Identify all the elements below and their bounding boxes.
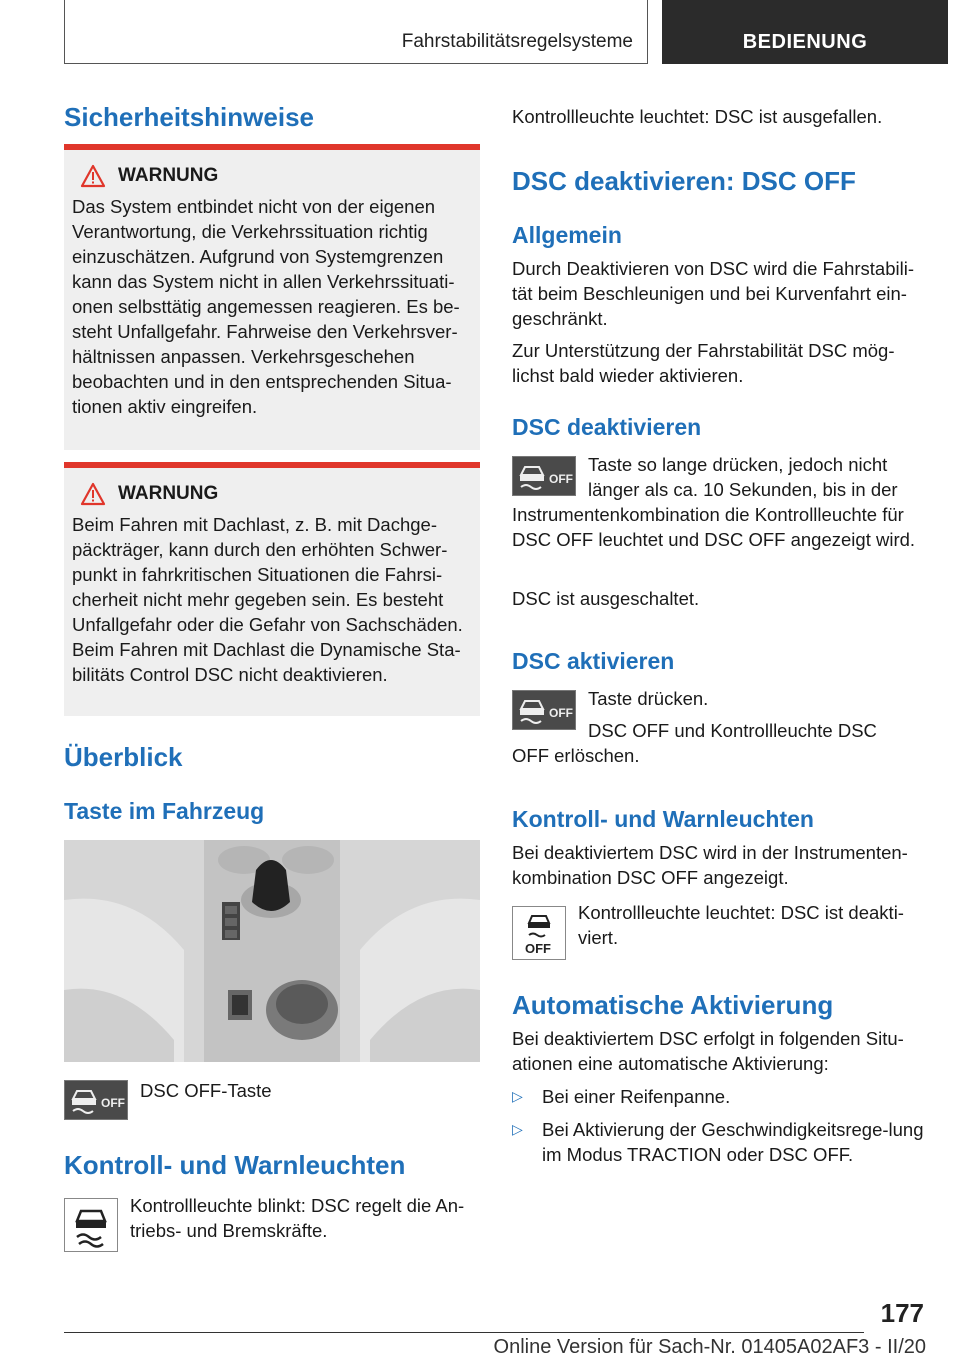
activate-paragraph-2b: OFF erlöschen. xyxy=(512,745,640,766)
lights-heading-right: Kontroll- und Warnleuchten xyxy=(512,806,814,832)
dsc-off-lamp-icon xyxy=(512,906,566,960)
bullet-marker-icon: ▷ xyxy=(512,1121,523,1137)
svg-text:OFF: OFF xyxy=(549,472,573,486)
general-paragraph-1: Durch Deaktivieren von DSC wird die Fahrstabili-tät beim Beschleunigen und bei Kurvenfahrt ein-geschränkt. xyxy=(512,258,915,329)
section-title: Fahrstabilitätsregelsysteme xyxy=(401,31,633,52)
warning-box-2 xyxy=(64,462,480,716)
dsc-warning-light-icon xyxy=(65,1199,117,1251)
deactivate-paragraph-2: DSC ist ausgeschaltet. xyxy=(512,588,700,609)
warning-triangle-icon xyxy=(80,164,106,188)
lights-paragraph-1: Bei deaktiviertem DSC wird in der Instrumenten-kombination DSC OFF angezeigt. xyxy=(512,842,908,888)
running-header-chapter xyxy=(662,0,948,64)
chapter-title: BEDIENUNG xyxy=(742,31,868,53)
auto-activation-heading: Automatische Aktivierung xyxy=(512,990,834,1020)
bullet-marker-icon: ▷ xyxy=(512,1088,523,1104)
activate-paragraph-1: Taste drücken. xyxy=(588,688,709,709)
page-number: 177 xyxy=(880,1298,924,1328)
warning-triangle-icon xyxy=(80,482,106,506)
center-console-illustration xyxy=(64,840,480,1062)
svg-text:OFF: OFF xyxy=(549,706,573,720)
button-caption: DSC OFF-Taste xyxy=(140,1080,272,1101)
safety-heading: Sicherheitshinweise xyxy=(64,102,314,132)
svg-text:OFF: OFF xyxy=(101,1096,125,1110)
vehicle-console-photo xyxy=(64,840,480,1062)
auto-paragraph: Bei deaktiviertem DSC erfolgt in folgenden Situ-ationen eine automatische Aktivierung: xyxy=(512,1028,904,1074)
warning-header-1 xyxy=(80,164,472,188)
list-item-text: Bei einer Reifenpanne. xyxy=(542,1086,731,1107)
dsc-off-icon xyxy=(65,1081,127,1119)
activate-paragraph-2a: DSC OFF und Kontrollleuchte DSC xyxy=(588,720,877,741)
warning-text-1: Das System entbindet nicht von der eigenen Verantwortung, die Verkehrssituation richtig einzuschätzen. Aufgrund von Systemgrenzen kann das System nicht in allen Verkehrssituati-onen selbsttätig angemessen reagieren. Es be-steht Unfallgefahr. Fahrweise den Verkehrsver-hältnissen anpassen. Verkehrsgeschehen beobachten und in den entsprechenden Situa-tionen aktiv eingreifen. xyxy=(72,196,460,417)
list-item xyxy=(512,1084,924,1109)
deactivate-heading: DSC deaktivieren xyxy=(512,414,702,440)
general-heading: Allgemein xyxy=(512,222,622,248)
footer-divider xyxy=(64,1332,864,1333)
warning-header-2 xyxy=(80,482,472,506)
dsc-off-icon xyxy=(513,691,575,729)
dsc-off-button-icon xyxy=(512,456,576,496)
dsc-lamp-icon xyxy=(64,1198,118,1252)
overview-heading: Überblick xyxy=(64,742,183,772)
running-header-section xyxy=(64,0,648,64)
button-heading: Taste im Fahrzeug xyxy=(64,798,265,824)
dsc-off-button-icon xyxy=(64,1080,128,1120)
dsc-off-heading: DSC deaktivieren: DSC OFF xyxy=(512,166,856,196)
dsc-off-warning-light-icon xyxy=(513,907,565,959)
general-paragraph-2: Zur Unterstützung der Fahrstabilität DSC mög-lichst bald wieder aktivieren. xyxy=(512,340,895,386)
lights-heading-left: Kontroll- und Warnleuchten xyxy=(64,1150,406,1180)
intro-text: Kontrollleuchte leuchtet: DSC ist ausgefallen. xyxy=(512,106,883,127)
list-item xyxy=(512,1117,924,1167)
deactivate-paragraph-1b: Instrumentenkombination die Kontrollleuchte für DSC OFF leuchtet und DSC OFF angezeigt wird. xyxy=(512,504,916,550)
warning-box-1 xyxy=(64,144,480,450)
warning-label-2: WARNUNG xyxy=(118,483,219,504)
dsc-off-icon xyxy=(513,457,575,495)
list-item-text: Bei Aktivierung der Geschwindigkeitsrege-lung im Modus TRACTION oder DSC OFF. xyxy=(542,1119,924,1165)
warning-label-1: WARNUNG xyxy=(118,165,219,186)
svg-text:OFF: OFF xyxy=(525,941,551,956)
lights-paragraph-2: Kontrollleuchte leuchtet: DSC ist deakti-viert. xyxy=(578,902,904,948)
footer-version: Online Version für Sach-Nr. 01405A02AF3 - II/20 xyxy=(493,1336,926,1358)
dsc-off-button-icon xyxy=(512,690,576,730)
lights-text-left: Kontrollleuchte blinkt: DSC regelt die An-triebs- und Bremskräfte. xyxy=(130,1195,465,1241)
warning-text-2: Beim Fahren mit Dachlast, z. B. mit Dachge-päckträger, kann durch den erhöhten Schwer-punkt in fahrkritischen Situationen die Fahrsi-cherheit nicht mehr gegeben sein. Es besteht Unfallgefahr oder die Gefahr von Sachschäden. Beim Fahren mit Dachlast die Dynamische Sta-bilitäts Control DSC nicht deaktivieren. xyxy=(72,514,463,685)
activate-heading: DSC aktivieren xyxy=(512,648,675,674)
deactivate-paragraph-1a: Taste so lange drücken, jedoch nicht länger als ca. 10 Sekunden, bis in der xyxy=(588,454,898,500)
